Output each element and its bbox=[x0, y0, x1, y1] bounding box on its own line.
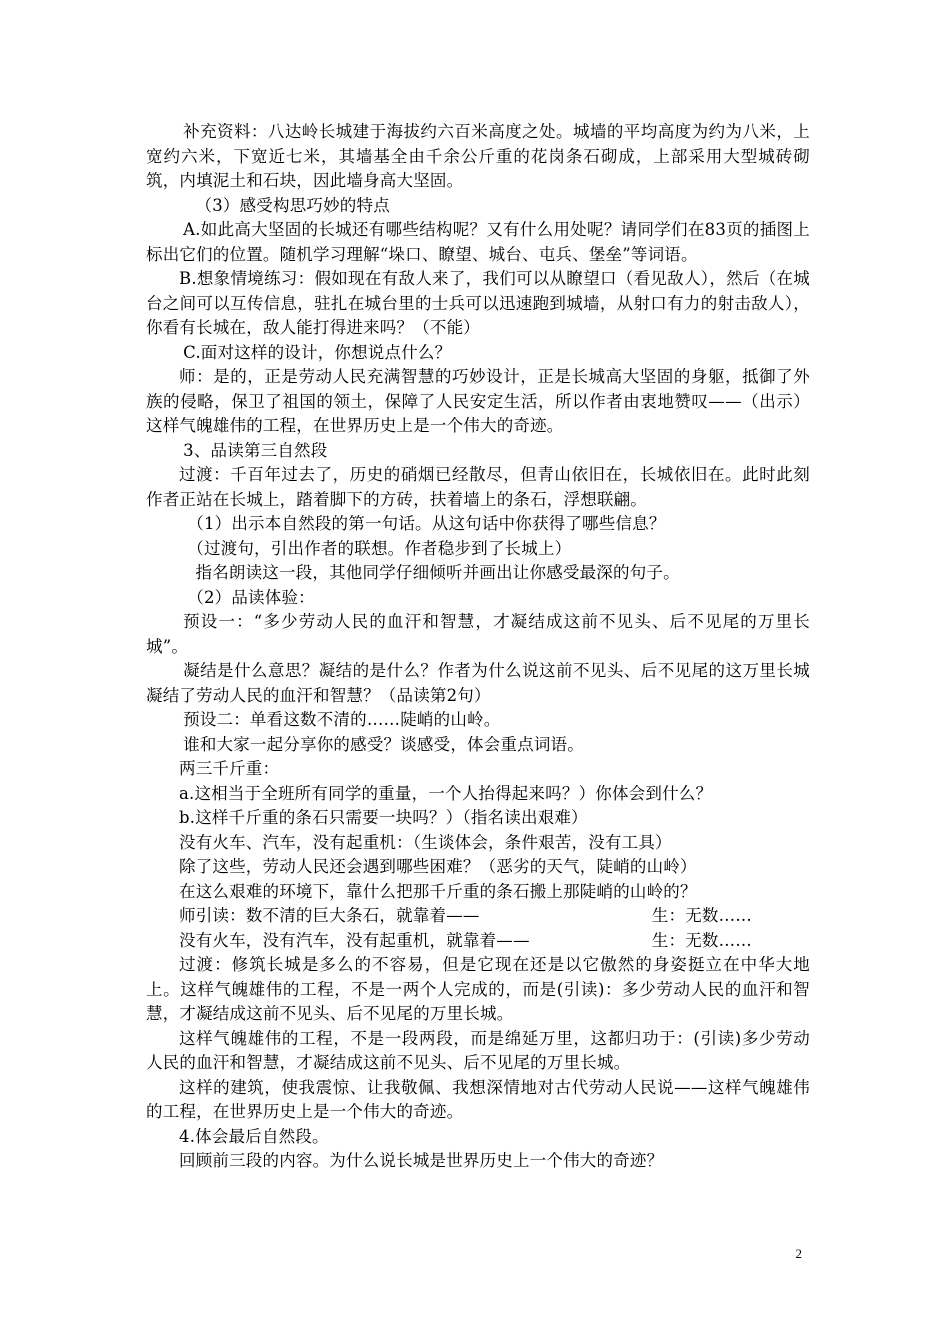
paragraph-item-a: a.这相当于全班所有同学的重量，一个人抬得起来吗？）你体会到什么？ bbox=[179, 783, 713, 803]
paragraph-b: B.想象情境练习：假如现在有敌人来了，我们可以从瞭望口（看见敌人），然后（在城台之间可以互传信息，驻扎在城台里的士兵可以迅速跑到城墙，从射口有力的射击敌人），你看有长城在，敌人能打得进来吗？（不能） bbox=[146, 269, 810, 337]
page-number: 2 bbox=[795, 1246, 802, 1261]
paragraph-question-1: 凝结是什么意思？凝结的是什么？作者为什么说这前不见头、后不见尾的这万里长城凝结了劳动人民的血汗和智慧？（品读第2句） bbox=[146, 661, 810, 705]
dialogue-student: 生：无数…… bbox=[651, 906, 752, 925]
paragraph-review: 回顾前三段的内容。为什么说长城是世界历史上一个伟大的奇迹？ bbox=[179, 1151, 664, 1170]
dialogue-teacher: 没有火车，没有汽车，没有起重机，就靠着—— bbox=[179, 930, 530, 950]
heading-3: （3）感受构思巧妙的特点 bbox=[195, 195, 390, 215]
paragraph-reading: 指名朗读这一段，其他同学仔细倾听并画出让你感受最深的句子。 bbox=[195, 563, 680, 582]
heading-section-3: 3、品读第三自然段 bbox=[183, 440, 328, 460]
paragraph-share: 谁和大家一起分享你的感受？谈感受，体会重点词语。 bbox=[183, 734, 584, 754]
dialogue-row bbox=[146, 904, 810, 929]
paragraph-preset-2: 预设二：单看这数不清的……陡峭的山岭。 bbox=[183, 710, 501, 729]
paragraph-supplement: 补充资料：八达岭长城建于海拔约六百米高度之处。城墙的平均高度为约为八米，上宽约六米，下宽近七米，其墙基全由千余公斤重的花岗条石砌成，上部采用大型城砖砌筑，内填泥土和石块，因此墙身高大坚固。 bbox=[146, 122, 810, 190]
dialogue-teacher: 师引读：数不清的巨大条石，就靠着—— bbox=[179, 906, 480, 925]
paragraph-transition-2: 过渡：修筑长城是多么的不容易，但是它现在还是以它傲然的身姿挺立在中华大地上。这样气魄雄伟的工程，不是一两个人完成的，而是(引读)：多少劳动人民的血汗和智慧，才凝结成这前不见头、后不见尾的万里长城。 bbox=[146, 955, 810, 1023]
paragraph-teacher: 师：是的，正是劳动人民充满智慧的巧妙设计，正是长城高大坚固的身躯，抵御了外族的侵略，保卫了祖国的领土，保障了人民安定生活，所以作者由衷地赞叹——（出示）这样气魄雄伟的工程，在世界历史上是一个伟大的奇迹。 bbox=[146, 367, 810, 435]
paragraph-project: 这样气魄雄伟的工程，不是一段两段，而是绵延万里，这都归功于：(引读)多少劳动人民的血汗和智慧，才凝结成这前不见头、后不见尾的万里长城。 bbox=[146, 1028, 810, 1072]
paragraph-c: C.面对这样的设计，你想说点什么？ bbox=[183, 342, 452, 362]
paragraph-how: 在这么艰难的环境下，靠什么把那千斤重的条石搬上那陡峭的山岭的？ bbox=[179, 881, 697, 901]
heading-step-2: （2）品读体验： bbox=[187, 587, 315, 607]
paragraph-weight: 两三千斤重： bbox=[179, 759, 280, 778]
paragraph-item-b: b.这样千斤重的条石只需要一块吗？）（指名读出艰难） bbox=[179, 808, 588, 827]
paragraph-difficulties: 除了这些，劳动人民还会遇到哪些困难？（恶劣的天气，陡峭的山岭） bbox=[179, 857, 697, 876]
heading-section-4: 4.体会最后自然段。 bbox=[179, 1126, 329, 1146]
paragraph-no-tools: 没有火车、汽车，没有起重机：（生谈体会，条件艰苦，没有工具） bbox=[179, 832, 672, 852]
paragraph-note: （过渡句，引出作者的联想。作者稳步到了长城上） bbox=[187, 538, 572, 558]
paragraph-transition-1: 过渡：千百年过去了，历史的硝烟已经散尽，但青山依旧在，长城依旧在。此时此刻作者正站在长城上，踏着脚下的方砖，扶着墙上的条石，浮想联翩。 bbox=[146, 465, 810, 509]
document-body bbox=[146, 120, 810, 1174]
paragraph-step-1: （1）出示本自然段的第一句话。从这句话中你获得了哪些信息？ bbox=[187, 514, 666, 533]
dialogue-student: 生：无数…… bbox=[651, 930, 752, 950]
paragraph-preset-1: 预设一：“多少劳动人民的血汗和智慧，才凝结成这前不见头、后不见尾的万里长城”。 bbox=[146, 612, 810, 656]
paragraph-building: 这样的建筑，使我震惊、让我敬佩、我想深情地对古代劳动人民说——这样气魄雄伟的工程，在世界历史上是一个伟大的奇迹。 bbox=[146, 1077, 810, 1121]
dialogue-row bbox=[146, 929, 810, 954]
paragraph-a: A.如此高大坚固的长城还有哪些结构呢？又有什么用处呢？请同学们在83页的插图上标出它们的位置。随机学习理解“垛口、瞭望、城台、屯兵、堡垒”等词语。 bbox=[146, 220, 810, 264]
